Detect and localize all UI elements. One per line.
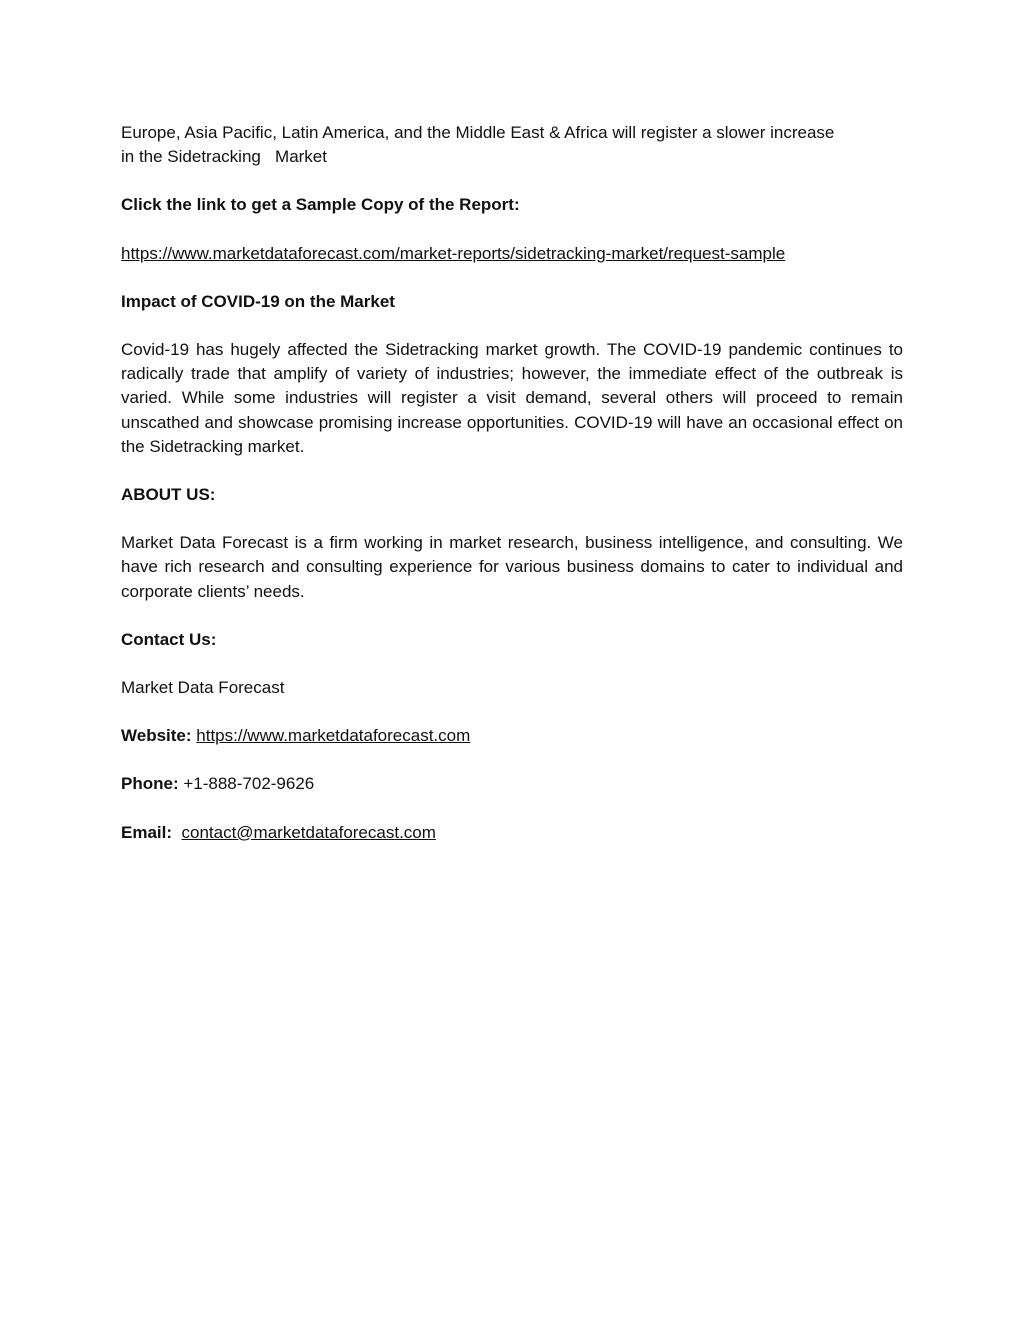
contact-company: Market Data Forecast [121,678,285,698]
intro-line-2: in the Sidetracking Market [121,147,327,167]
website-label: Website: [121,726,192,746]
contact-website-row [121,724,903,748]
sample-link-paragraph [121,242,903,266]
contact-heading: Contact Us: [121,629,217,649]
sample-heading: Click the link to get a Sample Copy of the Report: [121,195,520,215]
intro-paragraph [121,121,903,169]
email-link[interactable]: contact@marketdataforecast.com [181,822,436,842]
phone-label: Phone: [121,774,179,794]
sample-request-link[interactable]: https://www.marketdataforecast.com/market-reports/sidetracking-market/request-sample [121,243,786,263]
intro-line-1: Europe, Asia Pacific, Latin America, and the Middle East & Africa will register a slower increase [121,123,835,142]
about-heading: ABOUT US: [121,485,216,505]
phone-number: +1-888-702-9626 [183,774,315,794]
email-label: Email: [121,822,173,842]
covid-body: Covid-19 has hugely affected the Sidetracking market growth. The COVID-19 pandemic continues to radically trade that amplify of variety of industries; however, the immediate effect of the outbreak is varied. While some industries will register a visit demand, several others will proceed to remain unscathed and showcase promising increase opportunities. COVID-19 will have an occasional effect on the Sidetracking market. [121,340,903,456]
contact-email-row [121,821,903,845]
covid-heading: Impact of COVID-19 on the Market [121,291,395,311]
contact-phone-row [121,772,903,796]
document-page [121,121,903,869]
website-link[interactable]: https://www.marketdataforecast.com [196,726,471,746]
about-body: Market Data Forecast is a firm working in market research, business intelligence, and consulting. We have rich research and consulting experience for various business domains to cater to individual and corporate clients’ needs. [121,533,903,601]
